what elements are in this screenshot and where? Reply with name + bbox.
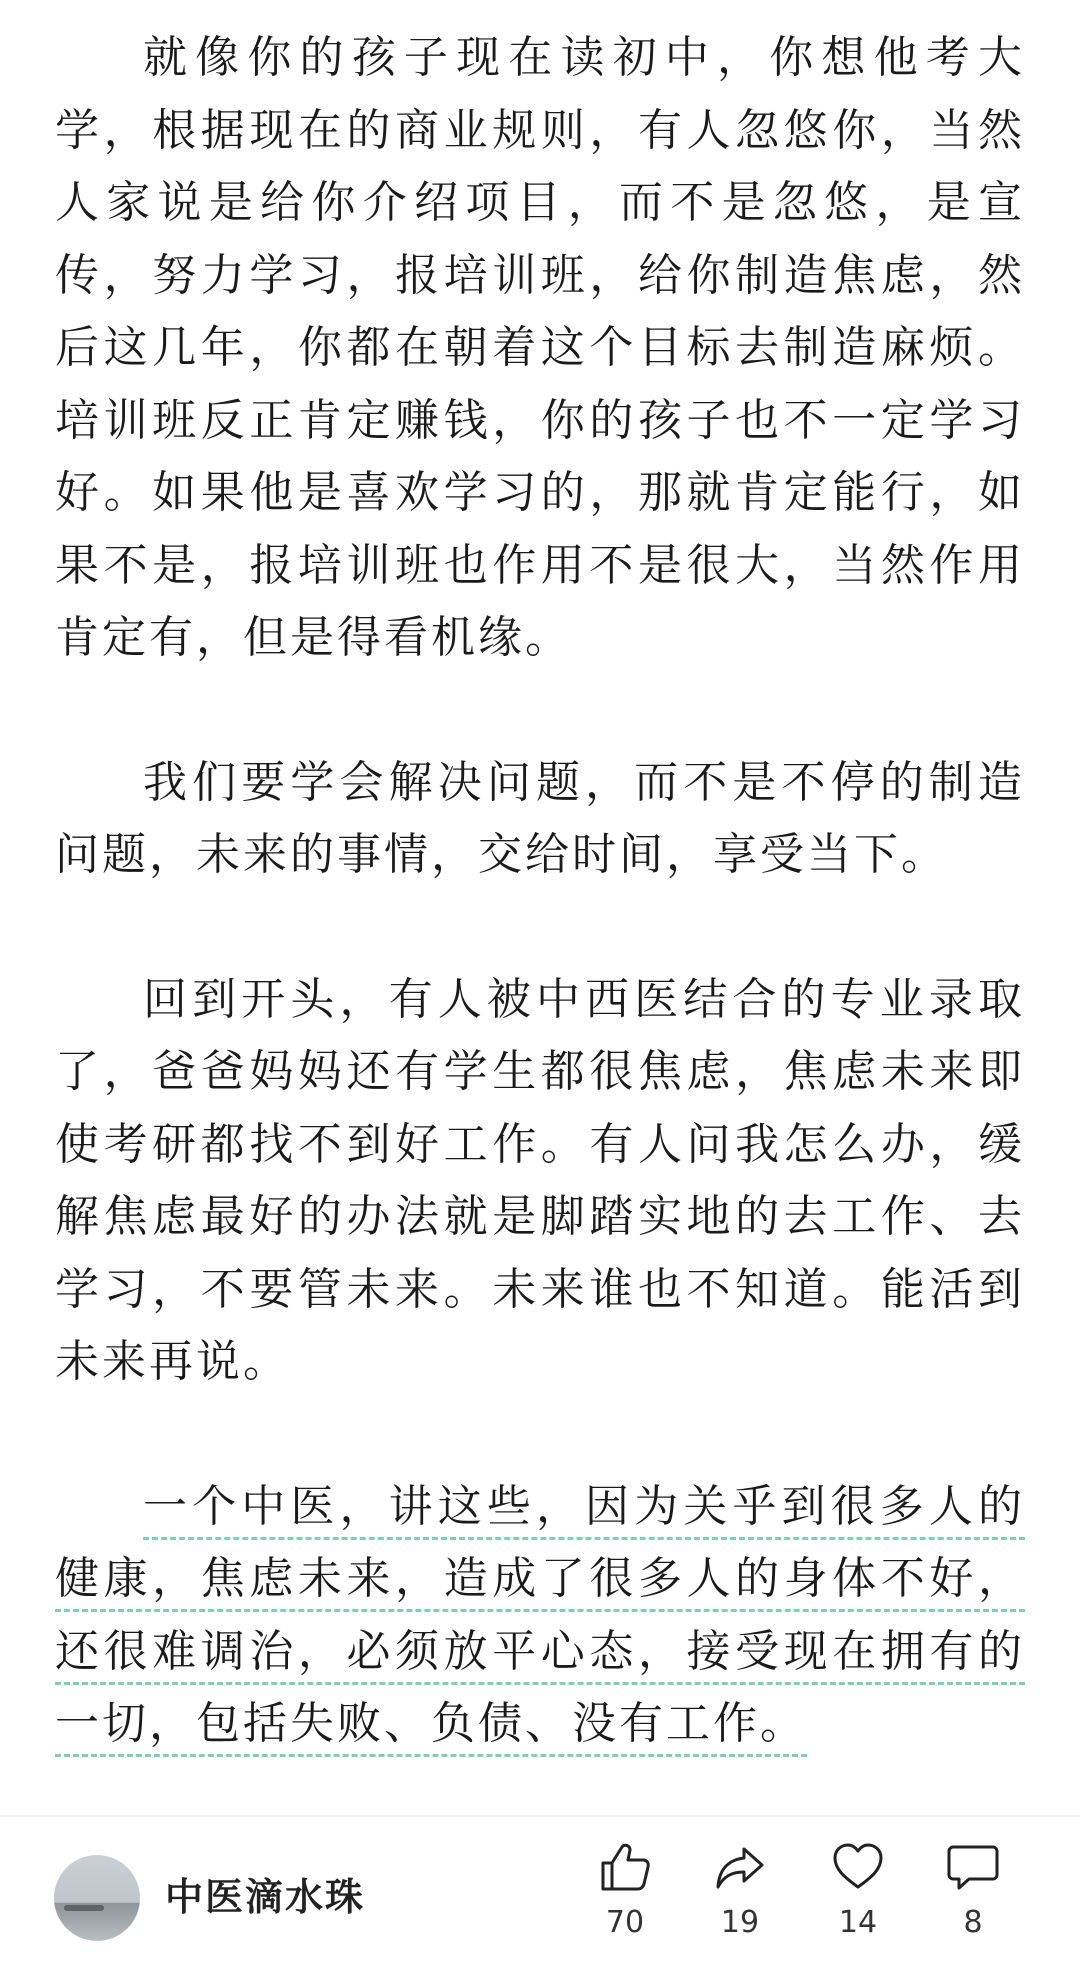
heart-icon	[830, 1839, 886, 1895]
comment-bubble-icon	[945, 1839, 1001, 1895]
article-paragraph-2: 我们要学会解决问题，而不是不停的制造问题，未来的事情，交给时间，享受当下。	[55, 756, 1025, 880]
like-button[interactable]	[570, 1839, 680, 1959]
like-count: 70	[605, 1905, 645, 1940]
article-paragraph-3: 回到开头，有人被中西医结合的专业录取了，爸爸妈妈还有学生都很焦虑，焦虑未来即使考研都找不到好工作。有人问我怎么办，缓解焦虑最好的办法就是脚踏实地的去工作、去学习，不要管未来。未来谁也不知道。能活到未来再说。	[55, 973, 1025, 1387]
article-body	[55, 22, 1025, 1761]
share-arrow-icon	[712, 1839, 768, 1895]
paragraph-gap	[55, 675, 1025, 747]
article-paragraph-4-highlighted[interactable]	[55, 1471, 1025, 1761]
favorite-count: 14	[838, 1905, 878, 1940]
author-name[interactable]: 中医滴水珠	[165, 1875, 366, 1919]
highlighted-text[interactable]: 一个中医，讲这些，因为关乎到很多人的健康，焦虑未来，造成了很多人的身体不好，还很难调治，必须放平心态，接受现在拥有的一切，包括失败、负债、没有工作。	[55, 1480, 1025, 1749]
comment-button[interactable]	[918, 1839, 1028, 1959]
post-footer-bar	[0, 1817, 1080, 1972]
share-button[interactable]	[685, 1839, 795, 1959]
paragraph-gap	[55, 1399, 1025, 1471]
favorite-button[interactable]	[803, 1839, 913, 1959]
comment-count: 8	[963, 1905, 983, 1940]
avatar-shore-shape	[64, 1905, 104, 1911]
thumbs-up-icon	[597, 1839, 653, 1895]
paragraph-gap	[55, 892, 1025, 964]
article-paragraph-1: 就像你的孩子现在读初中，你想他考大学，根据现在的商业规则，有人忽悠你，当然人家说是给你介绍项目，而不是忽悠，是宣传，努力学习，报培训班，给你制造焦虑，然后这几年，你都在朝着这个目标去制造麻烦。培训班反正肯定赚钱，你的孩子也不一定学习好。如果他是喜欢学习的，那就肯定能行，如果不是，报培训班也作用不是很大，当然作用肯定有，但是得看机缘。	[55, 32, 1025, 663]
share-count: 19	[720, 1905, 760, 1940]
author-avatar[interactable]	[54, 1855, 140, 1941]
